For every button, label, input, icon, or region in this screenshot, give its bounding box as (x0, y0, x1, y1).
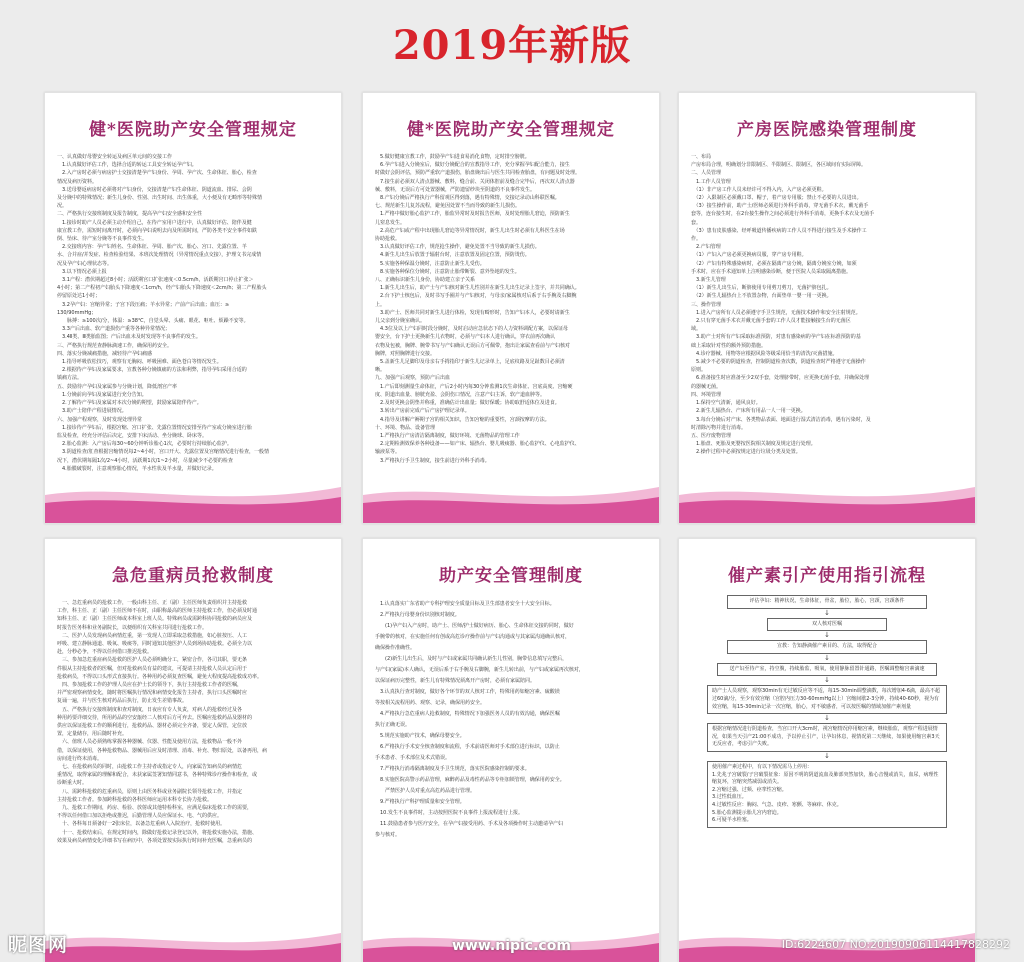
rule-line: 严禁医护人员对重点高危药品进行管理。 (375, 788, 476, 794)
rule-line: 康宣教工作，需短时间离开时，必须向孕妇说明去向及所需时间，严防各类不安全事件如跌 (57, 227, 258, 234)
rule-line: 1.接诊待产孕妇后，根据宫缩、宫口扩张、先露位置情况安排至待产室或分娩室进行胎 (57, 424, 252, 431)
rule-line: 赴，分秒必争，不得以任何借口推迟抢救。 (57, 649, 153, 656)
rule-line: 手术时，应在手术通知单上注明感染诊断，便于医院人员采取隔离措施。 (691, 268, 852, 275)
rule-line: 套等，连台接生时，在2台接生操作之间必须进行外科手消毒，更换手术衣及无菌手 (691, 211, 875, 218)
rule-line: 件服从主持抢救者的医嘱，但对抢救病员有益的建议，可提请主持抢救人员认定后用于 (57, 665, 248, 672)
rule-line: 二、人员管理 (691, 170, 722, 177)
stop-condition-item: 3.过性低血压。 (712, 794, 747, 801)
rule-line: 执行正确无误。 (375, 722, 411, 728)
panel-title: 急危重病员抢救制度 (112, 566, 274, 586)
panel-title: 产房医院感染管理制度 (737, 120, 917, 140)
rule-line: （2）入限制区必须戴口罩、帽子，着产房专用服；禁止不必要的人员进出。 (691, 195, 862, 202)
rule-line: 时清除污物并进行消毒。 (691, 424, 747, 431)
rule-line: 八、需跨科抢救的危重病员，原则上由医务科或业务副院长领导抢救工作，并指定 (57, 788, 243, 795)
rule-line: 2.台下护士核包后，及时书写手圈并与产妇核对，与母亲/家属核对后系于右手腕及右脚腕 (375, 293, 577, 300)
rule-line: 8.产妇分娩后严格执行产科留观区得到落，遇有特殊情，交接记录动山科联医嘱。 (375, 195, 560, 202)
rule-line: 知科主任、正（副）主任医师或本科室上班人员。特殊病员或需跨科协同抢救的病员应及 (57, 616, 253, 623)
stop-condition-item: 1.先兆子宫破裂/子宫破裂征象：原因不明的阴道流血及肺部突然加快，胎心音慢或消失，血尿，病理性缩复环，宫缩突然减弱或消失。 (712, 771, 939, 786)
rule-line: 1.指导呼吸放松技巧，观察有无胸闷、呼吸困难、面色苍白等情况发生。 (57, 359, 222, 366)
rule-line: 房间进行终末消毒。 (57, 755, 103, 762)
stop-condition-item: 5.胎心监测提示胎儿宫内窘迫。 (712, 809, 782, 816)
panel-emergency-rescue (44, 538, 342, 962)
rule-line: 2.了解待产孕妇及家属对本次分娩的期望，鼓励家属陪伴待产。 (57, 400, 202, 407)
rule-line: 六、值班人员必须熟练掌握各种器械、仪器、性能及使用方法，抢救物品一般不外 (57, 739, 243, 746)
panel-title: 催产素引产使用指引流程 (728, 566, 926, 586)
rule-line: 并严密观察病情变化，随时将医嘱执行情况和病情变化报告主持者，执行口头医嘱时应 (57, 690, 248, 697)
rule-line: 1.认真做好评估工作，选择合适的转运工具安全转运孕产妇。 (57, 162, 197, 169)
stop-conditions-title: 使用催产素过程中，有以下情况需马上停用： (712, 763, 813, 770)
flow-step-stop-conditions (707, 761, 947, 828)
rule-line: 时做好会阴评估，预防严重软产道损伤，胎盘娩出后与医生共同检查胎盘，有问题及时处理。 (375, 170, 581, 177)
rule-line: 监及检查，经充分评估后决定，安排下床活动、坐分娩球、卧床等。 (57, 432, 208, 439)
rule-line: 三、操作管理 (691, 301, 722, 308)
rule-line: 5.实施各种保温分娩时，注意防止新生儿受伤。 (375, 260, 485, 267)
rule-line: 胸牌，对照胸牌进行交接。 (375, 350, 436, 357)
panel-safety-rules-2 (362, 92, 660, 524)
rule-line: 九、抢救工作期间，药房、检验、放射或其他特检科室，应满足临床抢救工作的需要， (57, 805, 253, 812)
rule-line: 置，定量储存，用后随时补充。 (57, 731, 128, 738)
rule-line: 3.4Ⅱ类、Ⅲ类胎监图；产后出血未及时发现等不良事件的发生。 (57, 334, 201, 341)
rule-line: 儿窒息发生。 (375, 219, 406, 226)
rule-line: 4.指导及讲解产褥期子宫的相关知识，告知宫缩的重要性，宫颈按摩的方法。 (375, 416, 550, 423)
rule-line: 4小时；第二产程初产妇胎头下降速度＜1cm/h，经产妇胎头下降速度＜2cm/h；第二产程胎头 (57, 285, 267, 292)
pink-wave-decoration (45, 473, 341, 523)
stop-condition-item: 6.可疑羊水栓塞。 (712, 817, 752, 824)
rule-line: 4.胎膜破裂时，注意观察胎心情况，羊水性状及羊水量，并做好记录。 (57, 465, 217, 472)
rule-line: 5.做好健康宣教工作，鼓励孕产妇进食易消化食物，定时排空膀胱。 (375, 154, 530, 160)
flow-step-educate: 宣教：告知静滴催产素目的、方法，取得配合 (727, 640, 927, 654)
rule-line: 5.规范实施助产技术，确保母婴安全。 (375, 733, 465, 739)
rule-line: 停留原处达1小时； (57, 293, 101, 300)
watermark-logo-text: 昵图网 (8, 934, 69, 956)
rule-line: 参与核对。 (375, 832, 401, 838)
rule-line: 种用药要详细交待，所用药品的空安瓿经二人核对后方可弃去。医嘱应抢救药品及器材的 (57, 714, 253, 721)
rule-line: 一、布局 (691, 154, 712, 160)
rule-line: 3.3产后出血、软产道损伤产重等各种异常情况； (57, 326, 170, 333)
rule-line: 3.以下情况必须上报 (57, 268, 107, 275)
rule-line: 手术患者、手术部位及术式错误。 (375, 755, 451, 761)
rule-line: 与产妇(家属)本人确认，无误后系于右手腕及右脚腕，新生儿转出前，与产妇或家属再次核对， (375, 667, 584, 673)
rule-line: 9.严格执行产科护理质量和安全管理。 (375, 799, 465, 805)
rule-line: 产房布局合理，明确划分非限制区、半限制区、限制区，各区域间有实际屏障。 (691, 162, 867, 169)
rule-line: 3.转出产房前完成产后产房护理记录单。 (375, 408, 470, 415)
rule-line: 四、参加抢救工作的护理人员应在护士长的领导下，执行主持抢救工作者的医嘱， (57, 682, 243, 689)
rule-line: 8.实施各种保位分娩时，注意防止胎带断裂、意外坠地的发生。 (375, 268, 520, 275)
rule-line: 二、医护人员发现病员病情危重，第一发现人立即采取急救措施，如心脏按压、人工 (57, 632, 248, 639)
rule-line: （2）新生儿辐热台上不放置杂物，台面垫单一婴一用一更换。 (691, 293, 832, 300)
page-title: 2019年新版 (392, 22, 632, 69)
rule-line: 10.发生不良事件时，主动按照医院不良事件上报流程进行上报。 (375, 810, 523, 816)
panel-midwifery-safety (362, 538, 660, 962)
rule-line: 况。 (57, 203, 68, 210)
rule-line: 以保证病历完整性，新生儿有特殊情况须离开产房时，必须有家属陪同。 (375, 678, 536, 684)
rule-line: 1.进入产房所有人员必须遵守手卫生规范，无菌技术操作和安全注射规范。 (691, 309, 861, 316)
rule-line: 脉搏：≥100次/分，体温：≥38℃，自觉头晕、头痛、眼花、呕吐、烦躁不安等。 (57, 318, 249, 325)
flow-step-verify: 双人核对医嘱 (767, 618, 887, 632)
rule-line: 6.严格执行手术安全核查制度和流程，手术前请医师对手术部位进行标识，以防止 (375, 744, 560, 750)
panel-title: 健*医院助产安全管理规定 (89, 120, 297, 140)
rule-line: 三、严格执行规范查静脉滴速工作，确保用药安全。 (57, 342, 173, 349)
rule-line: 6.孕产妇进入分娩室后，做好分娩配合的宣教指导工作，充分掌握孕妇配合能力，接生 (375, 162, 570, 169)
rule-line: 等按相关流程用药、观察、记录，确保用药安全。 (375, 700, 486, 706)
flow-step-transfer: 送产妇至待产室，持空腹，持续胎监，吸氧，使用静脉留置针通路，医嘱调整缩宫素滴速 (717, 663, 937, 677)
rule-line: 复诵一遍，并与医生核对药品后执行，防止发生差错事故。 (57, 698, 188, 705)
rule-line: 及分娩中的特殊情况；新生儿身份、性别、出生时间、出生体重，大小便及有无畸形等特殊情 (57, 195, 263, 202)
rule-line: 套。 (691, 219, 702, 226)
flow-step-assess: 评估孕妇：精神状况，生命体征，骨盆，胎位，胎心，宫颈，宫颈条件 (727, 595, 927, 609)
rule-line: 11.鼓励患者参与医疗安全，在孕产妇接受用药、手术及各项操作时主动邀请孕产妇 (375, 821, 563, 827)
rule-line: 1.接诊时助产人员必须主动介绍自己，在待产室用户进行中，认真做好评估、陪伴及健 (57, 219, 252, 226)
rule-line: 水、合并症/并发症、检查检验结果、本班次处理情况（异常情况重点交接），护理文书完成情 (57, 252, 262, 259)
panel-safety-rules-1 (44, 92, 342, 524)
watermark-id: ID:6224607 NO:20190906114417828292 (781, 938, 1010, 951)
rule-line: 础上采取针对性的额外预防措施。 (691, 342, 767, 349)
rule-line: 3.2孕产妇：宫缩异常；子宫下段压痛；羊水异常；产前产后出血；血压：≥ (57, 301, 230, 308)
rule-line: 5.减少不必要的阴道检查，控制阴道检查次数，阴道检查时严格遵守无菌操作 (691, 359, 866, 366)
stop-condition-item: 4.过敏性反应：胸闷、气急、皮疹、寒颤、等麻痒、休克。 (712, 801, 842, 808)
rule-line: （3）患有皮肤感染、经呼吸道传播疾病的工作人员不得进行接生及手术操作工 (691, 227, 867, 234)
pink-wave-decoration (679, 473, 975, 523)
rule-line: 1.保持空气清新，通风良好。 (691, 400, 761, 407)
rule-line: 诊断重大时。 (57, 780, 88, 787)
rule-line: 2.及时更换会阴垫并称重，准确估计出血量；做好保暖；协助取舒适体位及进食。 (375, 400, 560, 407)
rule-line: 3.每台分娩后对产床、各类物品表面、地面进行湿式清洁消毒，遇有污染时，及 (691, 416, 871, 423)
rule-line: 倒、坠床、待产室分娩等不良事件发生。 (57, 236, 148, 243)
rule-line: 3.送母婴返病房时必须将对产妇身份，交接清楚产妇生命体征、阴道流血、排尿、会阴 (57, 186, 252, 193)
rule-line: 1.新生儿出生后，助产士与产妇核对新生儿性别并在新生儿出生记录上签字，并共同确认。 (375, 285, 580, 292)
panel-body (691, 153, 963, 473)
down-arrow-icon: ↓ (824, 608, 830, 617)
rule-line: 五、鼓励待产孕妇及家属参与分娩计划，降低剖宫产率 (57, 383, 178, 390)
rule-line: 械、敷料，无误后方可处置器械，严防遗留纱块至阴道的不良事件发生。 (375, 186, 536, 193)
panel-body (375, 153, 647, 473)
rule-line: 1.胎盘、死胎及死婴按医院相关制度及规定进行处理。 (691, 441, 816, 448)
rule-line: 3.认真执行查对制度，做好各个环节的双人核对工作，特殊用药如缩宫素、硫酸镁 (375, 689, 560, 695)
rule-line: 八、正确标识新生儿身份，协助建立亲子关系 (375, 277, 476, 284)
rule-line: 输液泵等。 (375, 449, 401, 456)
rule-line: 1.产后即刻测量生命体征，产后2小时内每30分钟监测1次生命体征、宫底高度、宫缩硬 (375, 383, 573, 390)
panel-infection-control (678, 92, 976, 524)
rule-line: 工作，科主任、正（副）主任医师不在时，由职称最高的医师主持抢救工作，但必须及时通 (57, 608, 258, 615)
rule-line: 2.入产房时必须与病房护士交接清楚孕产妇身份、孕周、孕产次、生命体征、胎心，检查 (57, 170, 257, 177)
rule-line: 6.准备接生时应准备至少2双手套，处理脐带时，应更换无菌手套，并确保处理 (691, 375, 869, 382)
rule-line: 三、参加急危重症病员抢救的医护人员必须明确分工，紧密合作，各司其职，要无条 (57, 657, 248, 664)
down-arrow-icon: ↓ (824, 714, 830, 723)
pink-wave-decoration (45, 919, 341, 962)
rule-line: 1.分娩前向孕妇及家属进行充分告知。 (57, 391, 147, 398)
rule-line: 五、医疗废物管理 (691, 432, 732, 439)
rule-line: 1.严格中做好胎心监护工作，胎监异常时及时报告医师，及时处理胎儿窘迫，预防新生 (375, 211, 570, 218)
rule-line: 重情况，取得家属的理解和配合，未获家属签署知情同意书，各种特殊诊疗操作和检查，或 (57, 772, 258, 779)
rule-line: 时报告医务科和业务副院长，以便组织有关科室共同进行抢救工作。 (57, 624, 208, 631)
rule-line: 2.高危产妇或产程中出现胎儿窘迫等异常情况时，新生儿出生时必须有儿科医生在场 (375, 227, 565, 234)
rule-line: 十一、抢救结束后，在规定时间内，除做好抢救记录登记以外，将抢救实施办法，措施、 (57, 829, 258, 836)
rule-line: 3.助产士、医师共同对新生儿进行体检，发现有畸形时，告知产妇本人，必要时请新生 (375, 309, 570, 316)
rule-line: 2.产妇管理 (691, 244, 721, 251)
rule-line: 五、严格执行交接班制度和查对制度，日夜应有专人负责，对病人的抢救经过及各 (57, 706, 243, 713)
rule-line: 2.定期检测效保养各种设备——如产床、辐热台、婴儿吸痰器、胎心监护仪、心电监护仪、 (375, 441, 580, 448)
rule-line: 况下，潜伏期每隔1次/2~4小时，活跃期1次/1~2小时，尽量减少不必要的检查 (57, 457, 233, 464)
down-arrow-icon: ↓ (824, 653, 830, 662)
rule-line: 婴安全，台下护士更换新生儿衣物时，必须与产妇本人进行确认，穿衣前再次确认 (375, 334, 556, 341)
rule-line: 5.盖新生儿足脚印及母亲右手拇指印于新生儿记录单上，足底纹路及足趾数目必须清 (375, 359, 565, 366)
rule-line: 十、各科每日须备好一2张床位，以备急危重病人入院治疗，抢救时使用。 (57, 821, 226, 828)
panel-title: 助产安全管理制度 (439, 566, 583, 586)
rule-line: 呼吸、建立静脉通道、吸氧、吸痰等，同时通知其他医护人员到场协助抢救。必须全力以 (57, 641, 253, 648)
rule-line: 七、规范新生儿复苏流程，避免因处置不当而导致的新生儿损伤。 (375, 203, 521, 210)
rule-line: 作。 (691, 236, 702, 243)
pink-wave-decoration (363, 473, 659, 523)
rule-line: 2.胎心监测：入产房后每30~60分钟听诊胎心1次，必要时行持续胎心监护。 (57, 441, 232, 448)
rule-line: 7.接生前必须双人清点器械、敷料，缝合前、关闭体腔前及缝合完毕后，再次双人清点器 (375, 178, 575, 185)
rule-line: （1）非产房工作人员未经许可不得入内，入产房必须更鞋。 (691, 186, 827, 193)
rule-line: 不得以任何借口加以拒绝或推迟，后勤管理人员应保证水、电、气的供应。 (57, 813, 223, 820)
rule-line: 四、落实分娩减痛措施，减轻待产孕妇痛感 (57, 350, 153, 357)
rule-line: 的器械无菌。 (691, 383, 722, 390)
rule-line: 3.新生儿管理 (691, 277, 726, 284)
panel-oxytocin-flowchart (678, 538, 976, 962)
rule-line: 4.新生儿出生后放置于辐射台时，注意放置及固定位置，预防烫伤。 (375, 252, 530, 259)
rule-line: （2）产妇有特殊感染病时，必须在隔离产房分娩，隔离分娩室分娩，如须 (691, 260, 857, 267)
rule-line: 抢救病员，不得以口头形式直接执行。各种用药必须复查医嘱，避免大程度提高抢救成功率。 (57, 673, 263, 680)
rule-line: 供应以保证抢救工作的顺利进行，抢救药品、器材必须完全齐备，要定人保管，定位放 (57, 723, 248, 730)
rule-line: 儿父亲到分娩室确认。 (375, 318, 426, 325)
rule-line: 2.新生儿辐热台、产床所有用品一人一用一更换。 (691, 408, 806, 415)
panel-body (57, 599, 329, 919)
rule-line: 2.严格执行母婴身份识别核对制度。 (375, 612, 460, 618)
rule-line: 3.1产程：潜伏期超过8小时；活跃期宫口扩张速度＜0.5cm/h，活跃期宫口停止扩张＞ (57, 277, 254, 284)
rule-line: 4.诊疗器械、用物等应根据风险等级采用恰当的清洗/灭菌措施。 (691, 350, 838, 357)
rule-line: 2.根据待产孕妇及家属要求，宣教各种分娩镇痛的方法和利弊，指导孕妇采用合适的 (57, 367, 247, 374)
rule-line: 3.助产士对所有产妇采取标准预防，对患有感染病的孕产妇在标准预防的基 (691, 334, 861, 341)
rule-line: 4.严格执行急危重病人抢救制度，特殊情况下加强医务人员的有效沟通，确保医嘱 (375, 711, 560, 717)
flow-step-observe: 助产士人员观察，观察30min有无过敏反应等不适，每15-30min调整滴数，每次增加4-6滴，最高不超过60滴/分，至少有效宫缩（宫腔内压力30-60mmHg以上）宫缩间歇2-3分钟，持续40-60秒，视为有效宫缩，每15-30min记录一次宫缩，胎心，对不敏感者，可以按医嘱的情域加催产素剂量 (707, 685, 947, 714)
rule-line: 手腕带的核对，在实施任何有创或高危诊疗操作前与产妇沟通或与其家属沟通确认核对， (375, 634, 571, 640)
rule-line: 度、阴道出血量、膀胱充盈、会阴伤口情况，注意产妇主诉，软产道血肿等。 (375, 391, 546, 398)
rule-line: 3.严格执行手卫生制度，接生前进行外科手消毒。 (375, 457, 490, 464)
rule-line: 效果及病员病情变化详细书写在病历中，各项处置按实际执行时间补充医嘱，急重病员的 (57, 837, 253, 844)
rule-line: 原则。 (691, 367, 707, 374)
panel-body (57, 153, 329, 473)
rule-line: 确保操作准确性。 (375, 645, 416, 651)
rule-line: （1）新生儿出生后，断脐使用专用剪刀剪刀，无菌护脐包扎。 (691, 285, 832, 292)
rule-line: 借，以保证使用，各种抢救物品、器械用后应及时清理、消毒、补充、物归原处，以备再用，病 (57, 747, 268, 754)
rule-line: 1.工作人员管理 (691, 178, 731, 185)
rule-line: 7.严格执行消毒隔离制度及手卫生规范，落实医院感染控制的要求。 (375, 766, 530, 772)
rule-line: 晰。 (375, 367, 386, 374)
stop-condition-item: 2.宫缩过强、过频、痉挛性宫缩。 (712, 786, 787, 793)
rule-line: 七、在抢救病员的同时，由抢救工作主持者或指定专人，向家属告知病员的病情危 (57, 764, 243, 771)
rule-line: 域。 (691, 326, 702, 333)
rule-line: 二、严格执行交接班制度及报告制度，提高孕产妇安全感和安全性 (57, 211, 203, 218)
rule-line: 情况及病历资料。 (57, 178, 98, 185)
rule-line: 衣物及包被，胸牌、腕带书写与产妇确认无误后方可佩带，抱出让家属查看前与产妇核对 (375, 342, 571, 349)
rule-line: 四、环境管理 (691, 391, 722, 398)
rule-line: 1.严格执行产房清洁隔离制度，做好环境、无菌物品的管理工作 (375, 432, 520, 439)
down-arrow-icon: ↓ (824, 676, 830, 685)
rule-line: 2.交接班内容：孕产妇姓名、生命体征、孕周、胎产次、胎心、宫口、先露位置、羊 (57, 244, 247, 251)
rule-line: 2.只有穿无菌手术衣并戴无菌手套的工作人员才能接触接生台的无菌区 (691, 318, 851, 325)
rule-line: 8.实施医院高警示药品管理，麻醉药品及毒性药品等专柜加锁管理，确保用药安全。 (375, 777, 565, 783)
rule-line: 上。 (375, 301, 386, 308)
rule-line: 况及孕产妇心理状态等。 (57, 260, 113, 267)
flowchart (701, 595, 953, 919)
rule-line: 4.3位及以上产妇同时段分娩时，及时启动应急状态下的人力资料调配方案，以保证母 (375, 326, 568, 333)
rule-line: （3）接生操作前，助产士/医师必须进行外科手消毒，穿无菌手术衣，戴无菌手 (691, 203, 869, 210)
rule-line: 九、加强产后观察，预防产后出血 (375, 375, 451, 382)
watermark-url: www.nipic.com (452, 938, 571, 954)
down-arrow-icon: ↓ (824, 751, 830, 760)
rule-line: （1）产妇入产房必须更换病员服，穿产房专用鞋。 (691, 252, 807, 259)
rule-line: (1)孕产妇入产房时，助产士、医师/护士做好病历、胎心、生命体征交接的同时，做好 (375, 623, 574, 629)
rule-line: 十、环境、物品、设备管理 (375, 424, 436, 431)
down-arrow-icon: ↓ (824, 631, 830, 640)
rule-line: 3.阴道检查/肛查根据宫缩情况每2~4小时，宫口开大、先露位置及宫缩情况进行检查，一般情 (57, 449, 270, 456)
rule-line: 1.认真落实广东省助产专科护理安全质量目标及卫生部患者安全十大安全目标。 (375, 601, 555, 607)
rule-line: 协助抢救。 (375, 236, 401, 243)
rule-line: 2.操作过程中必须按规定进行垃圾分类及处置。 (691, 449, 801, 456)
rule-line: 一、急危重病员的抢救工作，一般由科主任、正（副）主任医师负责组织并主持抢救 (57, 600, 248, 606)
rule-line: 主持抢救工作者。参加跨科抢救的各科医师应运用本科专长协力抢救。 (57, 796, 213, 803)
rule-line: 130/90mmHg； (57, 309, 97, 316)
flow-step-exam: 根据宫缩情况进行阴道检查，当宫口开大3cm时，视宫缩情况停用缩宫素，继续胎监，观察产程进展情况，如果当天引产21:00不成功，予以停止引产，让孕妇休息，视情况第二天继续，如果使用缩宫素3天无反应者，考虑引产失败。 (707, 723, 947, 752)
rule-line: 3.助产士陪伴产程进展情况。 (57, 408, 127, 415)
rule-line: 一、认真做好母婴安全转运及病区单元间的交接工作 (57, 154, 173, 160)
rule-line: 六、加强产程观察，及时发现处理异常 (57, 416, 143, 423)
panel-title: 健*医院助产安全管理规定 (407, 120, 615, 140)
rule-line: 镇痛方法。 (57, 375, 83, 382)
rule-line: (2)新生儿出生后，及时与产妇或家属共同确认新生儿性别，胸带信息填写完整后， (375, 656, 568, 662)
panel-body (375, 599, 647, 919)
rule-line: 3.认真做好评估工作，规范抢生操作，避免处置不当导致的新生儿损伤。 (375, 244, 540, 251)
